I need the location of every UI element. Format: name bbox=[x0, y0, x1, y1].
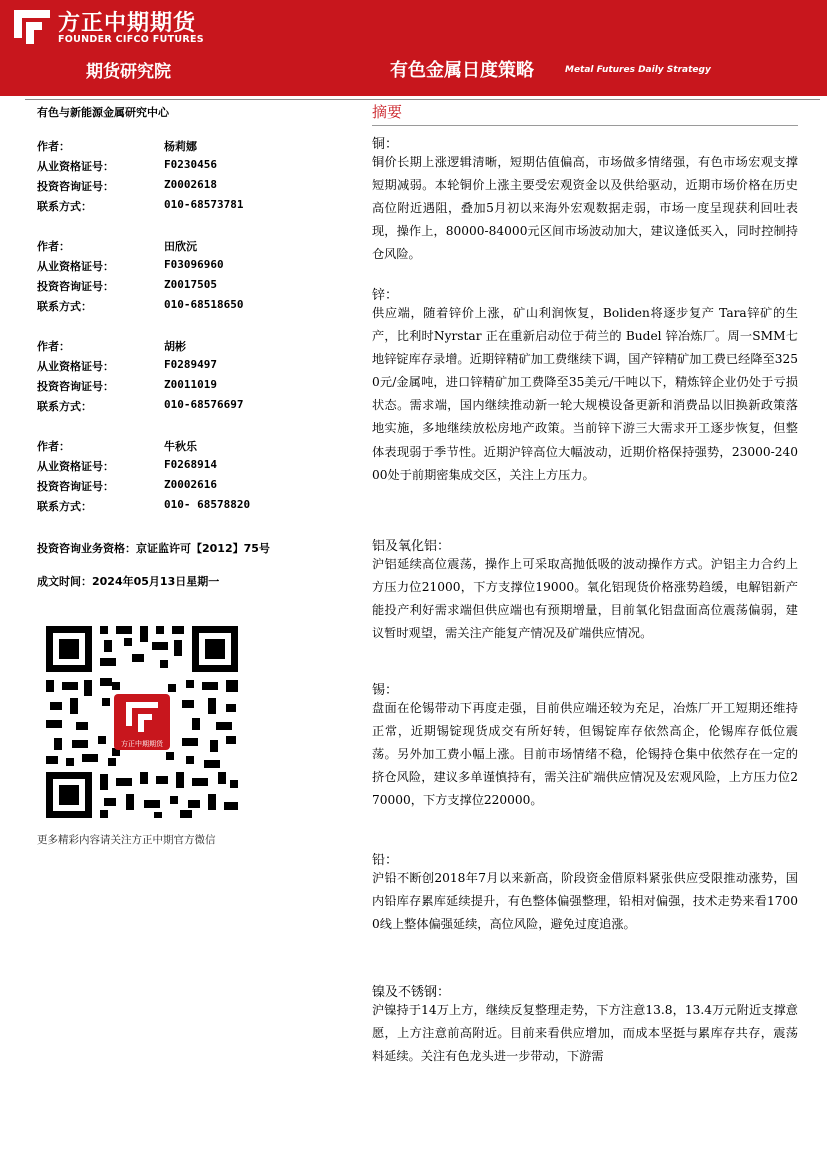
section-title: 铅： bbox=[372, 853, 399, 868]
contact-phone: 010-68518650 bbox=[164, 298, 244, 311]
section-body: 沪铅不断创2018年7月以来新高，阶段资金借原料紧张供应受限推动涨势，国内铅库存累库延续提升，有色整体偏强整理，铅相对偏强，技术走势来看17000线上整体偏强延续，高位风险，避免过度追涨。 bbox=[372, 871, 798, 932]
author-block bbox=[37, 338, 337, 418]
author-name: 田欣沅 bbox=[164, 240, 197, 253]
nickel-stainless-section bbox=[372, 981, 798, 1068]
author-block bbox=[37, 138, 337, 218]
section-title: 锡： bbox=[372, 683, 399, 698]
founder-logo-icon bbox=[12, 8, 52, 46]
publish-time: 成文时间：2024年05月13日星期一 bbox=[37, 575, 220, 588]
author-info-column bbox=[37, 104, 337, 846]
brand-name-cn: 方正中期期货 bbox=[58, 11, 197, 36]
license-info: 投资咨询业务资格：京证监许可【2012】75号 bbox=[37, 542, 270, 555]
consult-number: Z0011019 bbox=[164, 378, 217, 391]
header-banner bbox=[0, 0, 827, 96]
author-block bbox=[37, 238, 337, 318]
contact-label: 联系方式： bbox=[37, 200, 92, 213]
section-title: 铝及氧化铝： bbox=[372, 539, 451, 554]
author-name: 牛秋乐 bbox=[164, 440, 197, 453]
qualification-number: F0268914 bbox=[164, 458, 217, 471]
consult-number: Z0002618 bbox=[164, 178, 217, 191]
section-title: 铜： bbox=[372, 137, 399, 152]
consult-label: 投资咨询证号： bbox=[37, 180, 114, 193]
section-title: 锌： bbox=[372, 288, 399, 303]
author-label: 作者： bbox=[37, 140, 70, 153]
consult-number: Z0017505 bbox=[164, 278, 217, 291]
author-block bbox=[37, 438, 337, 518]
section-body: 沪镍持于14万上方，继续反复整理走势，下方注意13.8，13.4万元附近支撑意愿，上方注意前高附近。目前来看供应增加，而成本坚挺与累库存共存，震荡料延续。关注有色龙头进一步带动，下游需 bbox=[372, 1003, 798, 1064]
contact-phone: 010-68576697 bbox=[164, 398, 244, 411]
consult-label: 投资咨询证号： bbox=[37, 380, 114, 393]
section-body: 沪铝延续高位震荡，操作上可采取高抛低吸的波动操作方式。沪铝主力合约上方压力位21000，下方支撑位19000。氧化铝现货价格涨势趋缓，电解铝新产能投产利好需求端但供应端也有预期增量，目前氧化铝盘面高位震荡偏弱，建议暂时观望，需关注产能复产情况及矿端供应情况。 bbox=[372, 557, 798, 641]
report-title: 有色金属日度策略 bbox=[390, 60, 534, 81]
author-name: 胡彬 bbox=[164, 340, 186, 353]
abstract-heading: 摘要 bbox=[372, 103, 403, 121]
wechat-qr-code[interactable] bbox=[42, 622, 242, 822]
abstract-divider bbox=[372, 125, 798, 126]
section-body: 铜价长期上涨逻辑清晰，短期估值偏高，市场做多情绪强，有色市场宏观支撑短期减弱。本轮铜价上涨主要受宏观资金以及供给驱动，近期市场价格在历史高位附近遇阻，叠加5月初以来海外宏观数据走弱，市场一度呈现获利回吐表现，操作上，80000-84000元区间市场波动加大，建议逢低买入，同时控制持仓风险。 bbox=[372, 155, 798, 262]
aluminum-section bbox=[372, 535, 798, 645]
section-body: 供应端，随着锌价上涨，矿山利润恢复，Boliden将逐步复产 Tara锌矿的生产，比利时Nyrstar 正在重新启动位于荷兰的 Budel 锌冶炼厂。周一SMM七地锌锭库存录增。近期锌精矿加工费继续下调，国产锌精矿加工费已经降至3250元/金属吨，进口锌精矿加工费降至35美元/干吨以下，精炼锌企业仍处于亏损状态。需求端，国内继续推动新一轮大规模设备更新和消费品以旧换新政策落地实施，多地继续放松房地产政策。当前锌下游三大需求开工逐步恢复，但整体表现弱于季节性。近期沪锌高位大幅波动，近期价格保持强势，23000-24000处于前期密集成交区，关注上方压力。 bbox=[372, 306, 798, 482]
lead-section bbox=[372, 849, 798, 936]
qualification-number: F0230456 bbox=[164, 158, 217, 171]
consult-label: 投资咨询证号： bbox=[37, 280, 114, 293]
qualification-number: F0289497 bbox=[164, 358, 217, 371]
author-label: 作者： bbox=[37, 340, 70, 353]
copy-section bbox=[372, 133, 798, 266]
report-title-en: Metal Futures Daily Strategy bbox=[565, 65, 711, 75]
department-name: 期货研究院 bbox=[86, 62, 171, 82]
section-body: 盘面在伦锡带动下再度走强，目前供应端还较为充足，冶炼厂开工短期还维持正常，近期锡锭现货成交有所好转，但锡锭库存依然高企，伦锡库存低位震荡。另外加工费小幅上涨。目前市场情绪不稳，伦锡持仓集中依然存在一定的挤仓风险，建议多单谨慎持有，需关注矿端供应情况及宏观风险，上方压力位270000，下方支撑位220000。 bbox=[372, 701, 798, 808]
research-center-name: 有色与新能源金属研究中心 bbox=[37, 106, 169, 119]
qr-center-label: 方正中期期货 bbox=[121, 740, 163, 748]
section-title: 镍及不锈钢： bbox=[372, 985, 451, 1000]
brand-name-en: FOUNDER CIFCO FUTURES bbox=[58, 34, 204, 45]
contact-phone: 010- 68578820 bbox=[164, 498, 251, 511]
qualification-label: 从业资格证号： bbox=[37, 260, 114, 273]
author-label: 作者： bbox=[37, 240, 70, 253]
contact-label: 联系方式： bbox=[37, 500, 92, 513]
abstract-column bbox=[372, 101, 798, 1064]
zinc-section bbox=[372, 284, 798, 487]
contact-label: 联系方式： bbox=[37, 300, 92, 313]
header-divider bbox=[25, 99, 820, 100]
qualification-number: F03096960 bbox=[164, 258, 224, 271]
qualification-label: 从业资格证号： bbox=[37, 160, 114, 173]
tin-section bbox=[372, 679, 798, 812]
consult-label: 投资咨询证号： bbox=[37, 480, 114, 493]
qualification-label: 从业资格证号： bbox=[37, 460, 114, 473]
contact-phone: 010-68573781 bbox=[164, 198, 244, 211]
author-name: 杨莉娜 bbox=[164, 140, 197, 153]
consult-number: Z0002616 bbox=[164, 478, 217, 491]
qualification-label: 从业资格证号： bbox=[37, 360, 114, 373]
author-label: 作者： bbox=[37, 440, 70, 453]
qr-caption: 更多精彩内容请关注方正中期官方微信 bbox=[37, 834, 216, 846]
contact-label: 联系方式： bbox=[37, 400, 92, 413]
